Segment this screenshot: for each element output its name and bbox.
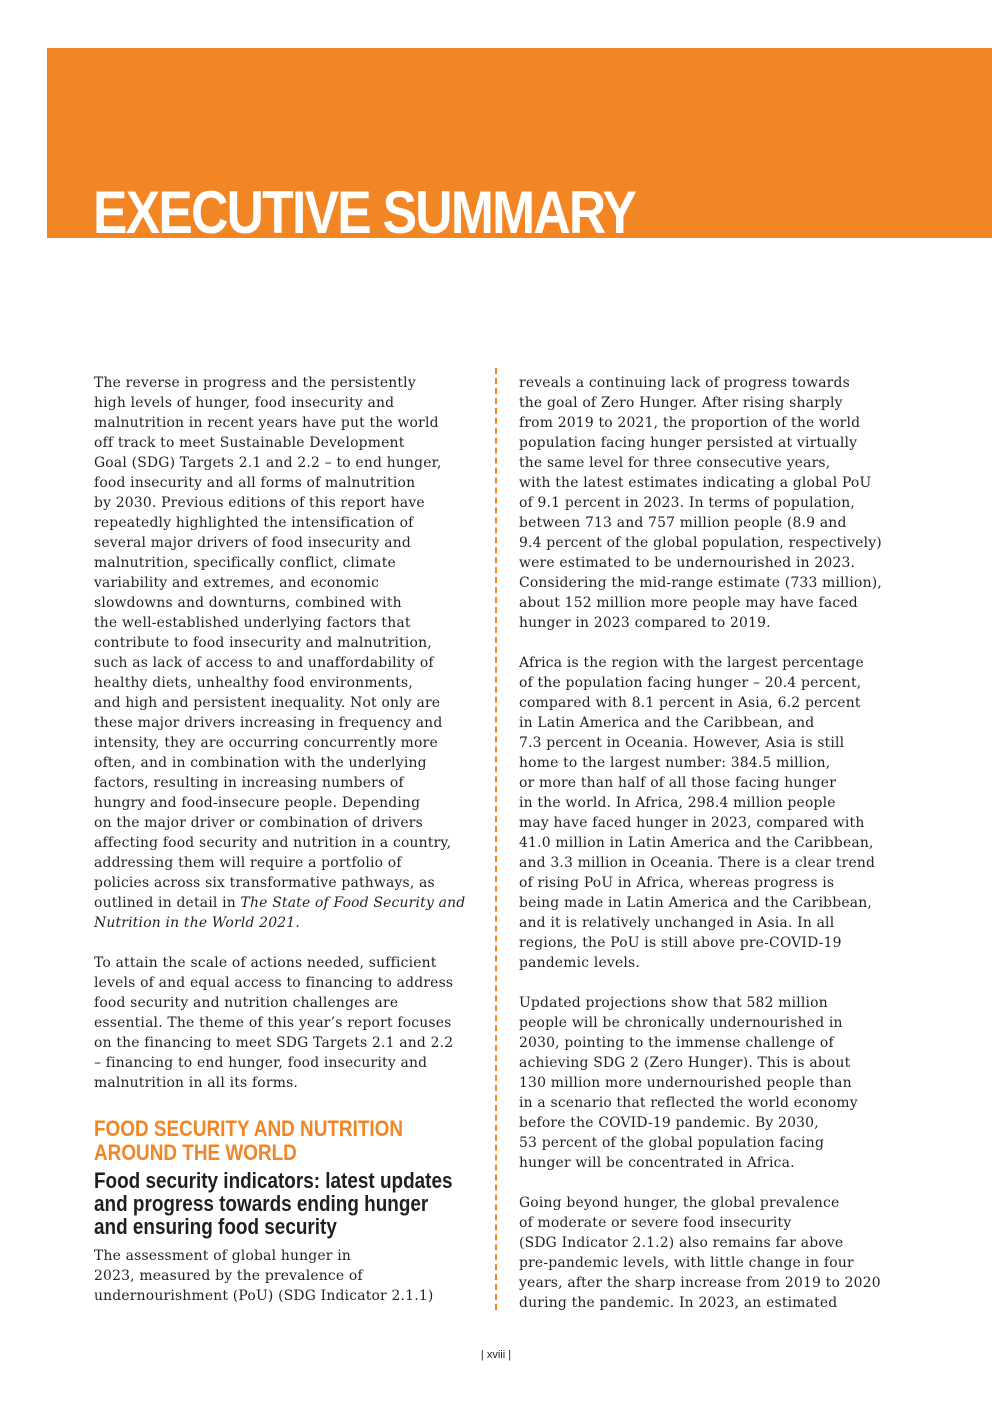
text-line: factors, resulting in increasing numbers of: [94, 775, 404, 791]
text-line: addressing them will require a portfolio of: [94, 855, 402, 871]
text-line: years, after the sharp increase from 2019 to 2020: [519, 1275, 881, 1291]
report-title-italic: Nutrition in the World 2021: [94, 915, 296, 931]
text-line: population facing hunger persisted at virtually: [519, 435, 858, 451]
text-line: levels of and equal access to financing to address: [94, 975, 454, 991]
text-line: of rising PoU in Africa, whereas progress is: [519, 875, 835, 891]
text-line: about 152 million more people may have faced: [519, 595, 858, 611]
text-line: on the major driver or combination of drivers: [94, 815, 423, 831]
text-line: Goal (SDG) Targets 2.1 and 2.2 – to end hunger,: [94, 455, 442, 471]
sub-heading: [94, 1168, 453, 1239]
text-line: the well-established underlying factors that: [94, 615, 411, 631]
text-line: and 3.3 million in Oceania. There is a clear trend: [519, 855, 876, 871]
text-line: 53 percent of the global population facing: [519, 1135, 825, 1151]
text-line: of the population facing hunger – 20.4 percent,: [519, 675, 862, 691]
text-line: these major drivers increasing in frequency and: [94, 715, 443, 731]
page-title: EXECUTIVE SUMMARY: [93, 179, 636, 238]
text-line: variability and extremes, and economic: [94, 575, 380, 591]
text-line: being made in Latin America and the Caribbean,: [519, 895, 873, 911]
text-line: such as lack of access to and unaffordability of: [94, 655, 434, 671]
text-fragment: .: [295, 915, 300, 931]
text-line: 41.0 million in Latin America and the Caribbean,: [519, 835, 874, 851]
intro-paragraph: [94, 373, 472, 933]
text-line: To attain the scale of actions needed, sufficient: [94, 955, 437, 971]
text-line: in a scenario that reflected the world economy: [519, 1095, 858, 1111]
text-line: from 2019 to 2021, the proportion of the world: [519, 415, 861, 431]
text-line: healthy diets, unhealthy food environments,: [94, 675, 413, 691]
africa-paragraph: [519, 653, 899, 973]
text-line: malnutrition in recent years have put the world: [94, 415, 439, 431]
assessment-paragraph: [94, 1246, 472, 1306]
text-line: Updated projections show that 582 million: [519, 995, 828, 1011]
text-line: and high and persistent inequality. Not only are: [94, 695, 441, 711]
heading-line: and ensuring food security: [94, 1214, 337, 1239]
heading-line: Food security indicators: latest updates: [94, 1168, 453, 1193]
text-line: may have faced hunger in 2023, compared with: [519, 815, 865, 831]
text-line: Going beyond hunger, the global prevalence: [519, 1195, 840, 1211]
text-line: the same level for three consecutive years,: [519, 455, 831, 471]
text-line: intensity, they are occurring concurrently more: [94, 735, 438, 751]
financing-paragraph: [94, 953, 472, 1093]
text-line: essential. The theme of this year’s report focuses: [94, 1015, 452, 1031]
text-line: pre-pandemic levels, with little change in four: [519, 1255, 854, 1271]
text-line: people will be chronically undernourished in: [519, 1015, 843, 1031]
text-line: between 713 and 757 million people (8.9 and: [519, 515, 847, 531]
column-divider: [495, 368, 497, 1310]
food-insecurity-paragraph: [519, 1193, 899, 1313]
text-line: on the financing to meet SDG Targets 2.1 and 2.2: [94, 1035, 454, 1051]
text-line: in Latin America and the Caribbean, and: [519, 715, 815, 731]
text-line: compared with 8.1 percent in Asia, 6.2 percent: [519, 695, 861, 711]
section-heading: [94, 1117, 419, 1165]
text-line: or more than half of all those facing hunger: [519, 775, 837, 791]
text-line: achieving SDG 2 (Zero Hunger). This is about: [519, 1055, 851, 1071]
text-line: undernourishment (PoU) (SDG Indicator 2.1.1): [94, 1288, 434, 1304]
text-line: slowdowns and downturns, combined with: [94, 595, 402, 611]
text-line: 9.4 percent of the global population, respectively): [519, 535, 882, 551]
text-line: malnutrition in all its forms.: [94, 1075, 299, 1091]
text-line: of moderate or severe food insecurity: [519, 1215, 792, 1231]
text-line: 130 million more undernourished people than: [519, 1075, 852, 1091]
page-number: | xviii |: [480, 1349, 512, 1361]
zero-hunger-paragraph: [519, 373, 899, 633]
left-column: [94, 373, 472, 1326]
text-line: before the COVID-19 pandemic. By 2030,: [519, 1115, 819, 1131]
text-line: the goal of Zero Hunger. After rising sharply: [519, 395, 843, 411]
text-line: [94, 913, 472, 933]
text-line: hunger in 2023 compared to 2019.: [519, 615, 771, 631]
text-line: 2030, pointing to the immense challenge of: [519, 1035, 834, 1051]
text-line: Considering the mid-range estimate (733 million),: [519, 575, 882, 591]
text-line: 7.3 percent in Oceania. However, Asia is still: [519, 735, 845, 751]
text-line: were estimated to be undernourished in 2023.: [519, 555, 856, 571]
text-line: food insecurity and all forms of malnutrition: [94, 475, 416, 491]
text-line: home to the largest number: 384.5 million,: [519, 755, 831, 771]
text-line: (SDG Indicator 2.1.2) also remains far above: [519, 1235, 844, 1251]
text-line: food security and nutrition challenges are: [94, 995, 399, 1011]
text-line: off track to meet Sustainable Development: [94, 435, 405, 451]
text-line: hunger will be concentrated in Africa.: [519, 1155, 795, 1171]
text-line: with the latest estimates indicating a global PoU: [519, 475, 872, 491]
text-line: – financing to end hunger, food insecurity and: [94, 1055, 428, 1071]
heading-line: FOOD SECURITY AND NUTRITION: [94, 1116, 404, 1141]
text-line: policies across six transformative pathways, as: [94, 875, 435, 891]
text-line: contribute to food insecurity and malnutrition,: [94, 635, 432, 651]
text-line: 2023, measured by the prevalence of: [94, 1268, 363, 1284]
text-line: high levels of hunger, food insecurity and: [94, 395, 395, 411]
text-line: in the world. In Africa, 298.4 million people: [519, 795, 836, 811]
text-line: reveals a continuing lack of progress towards: [519, 375, 850, 391]
text-line: malnutrition, specifically conflict, climate: [94, 555, 396, 571]
report-title-italic: The State of Food Security and: [240, 895, 466, 911]
heading-line: and progress towards ending hunger: [94, 1191, 429, 1216]
text-line: repeatedly highlighted the intensification of: [94, 515, 414, 531]
text-line: The assessment of global hunger in: [94, 1248, 352, 1264]
text-fragment: outlined in detail in: [94, 895, 241, 911]
text-line: several major drivers of food insecurity and: [94, 535, 412, 551]
text-line: during the pandemic. In 2023, an estimated: [519, 1295, 838, 1311]
text-line: [94, 893, 472, 913]
text-line: and it is relatively unchanged in Asia. In all: [519, 915, 835, 931]
projections-paragraph: [519, 993, 899, 1173]
text-line: pandemic levels.: [519, 955, 640, 971]
text-line: regions, the PoU is still above pre-COVID-19: [519, 935, 842, 951]
text-line: Africa is the region with the largest percentage: [519, 655, 864, 671]
text-line: often, and in combination with the underlying: [94, 755, 427, 771]
text-line: affecting food security and nutrition in a country,: [94, 835, 452, 851]
text-line: of 9.1 percent in 2023. In terms of population,: [519, 495, 855, 511]
text-line: hungry and food-insecure people. Depending: [94, 795, 421, 811]
text-line: The reverse in progress and the persistently: [94, 375, 416, 391]
heading-line: AROUND THE WORLD: [94, 1140, 297, 1165]
title-banner: [47, 48, 992, 238]
right-column: [519, 373, 899, 1333]
text-line: by 2030. Previous editions of this report have: [94, 495, 425, 511]
